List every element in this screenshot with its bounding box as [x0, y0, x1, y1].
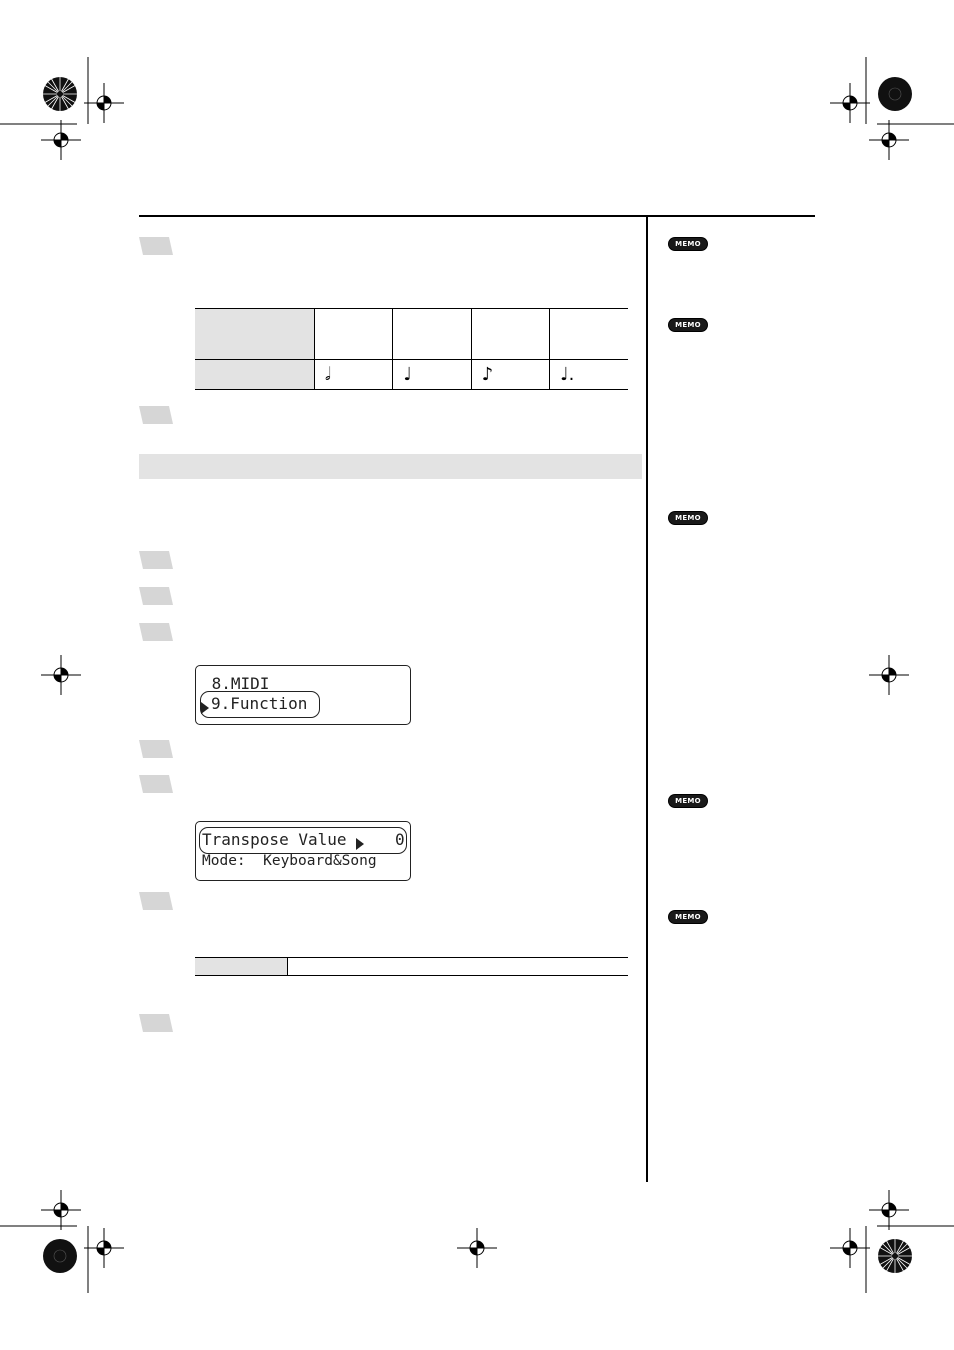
crosshair-icon	[41, 120, 81, 160]
note-symbol: ♩.	[550, 360, 628, 390]
memo-badge: MEMO	[669, 238, 707, 250]
crosshair-icon	[830, 83, 870, 123]
crosshair-icon	[457, 1228, 497, 1268]
lcd-line: 8.MIDI	[202, 674, 270, 693]
memo-badge: MEMO	[669, 512, 707, 524]
starburst-icon	[42, 1238, 78, 1274]
crosshair-icon	[84, 83, 124, 123]
memo-badge: MEMO	[669, 319, 707, 331]
note-symbol: ♩	[393, 360, 471, 390]
crosshair-icon	[869, 1190, 909, 1230]
crosshair-icon	[869, 120, 909, 160]
lcd-line: Transpose Value	[202, 830, 347, 849]
note-symbol: 𝅗𝅥	[315, 360, 393, 390]
lcd-line: Mode: Keyboard&Song	[202, 853, 377, 869]
lcd-value: 0	[395, 830, 405, 849]
starburst-icon	[42, 76, 78, 112]
memo-badge: MEMO	[669, 911, 707, 923]
crosshair-icon	[84, 1228, 124, 1268]
memo-badge: MEMO	[669, 795, 707, 807]
starburst-icon	[877, 1238, 913, 1274]
crosshair-icon	[830, 1228, 870, 1268]
crosshair-icon	[869, 655, 909, 695]
starburst-icon	[877, 76, 913, 112]
note-symbol: ♪	[471, 360, 549, 390]
crosshair-icon	[41, 655, 81, 695]
crosshair-icon	[41, 1190, 81, 1230]
lcd-line: 9.Function	[211, 694, 308, 713]
